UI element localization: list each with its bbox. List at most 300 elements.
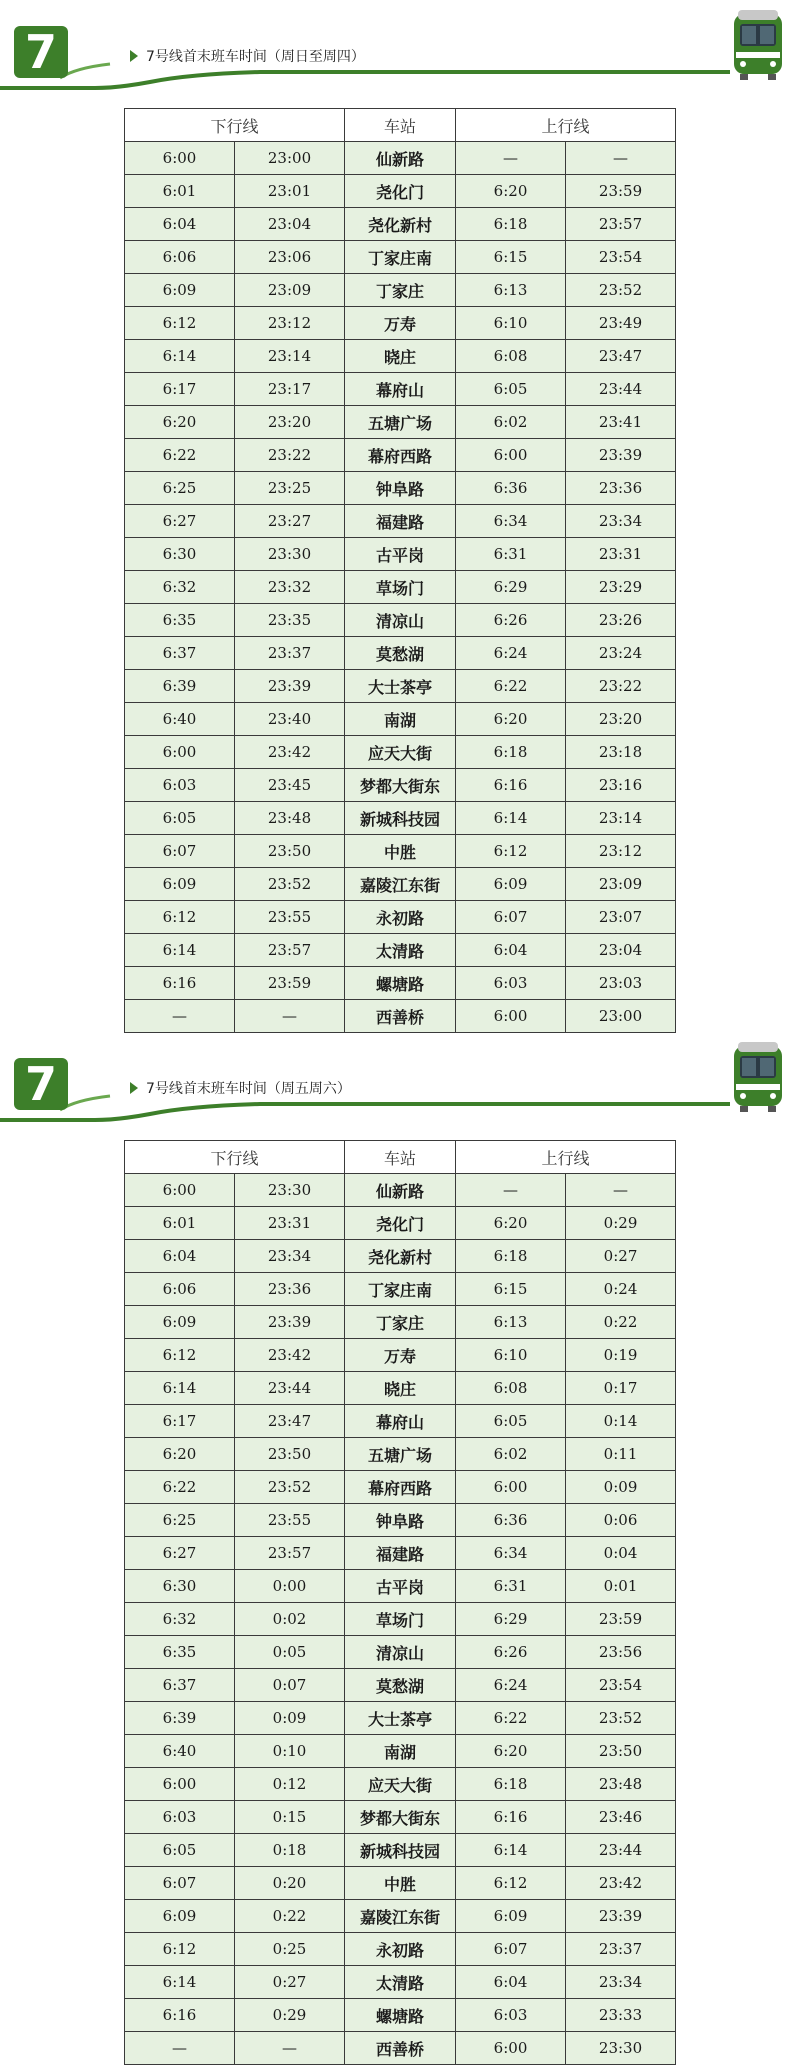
up-last-train: 0:01 [566, 1570, 676, 1603]
down-first-train: 6:09 [125, 1900, 235, 1933]
table-row [125, 340, 676, 373]
up-first-train: 6:16 [456, 769, 566, 802]
schedule-table [124, 1140, 676, 2065]
table-row [125, 901, 676, 934]
up-first-train: 6:07 [456, 901, 566, 934]
section-title-text: 7号线首末班车时间（周五周六） [146, 1081, 351, 1097]
down-last-train: 23:20 [235, 406, 345, 439]
table-row [125, 769, 676, 802]
up-last-train: 23:07 [566, 901, 676, 934]
table-row [125, 1438, 676, 1471]
table-row [125, 1933, 676, 1966]
down-first-train: 6:00 [125, 142, 235, 175]
down-last-train: 0:00 [235, 1570, 345, 1603]
down-last-train: 23:00 [235, 142, 345, 175]
table-row [125, 208, 676, 241]
station-name: 清凉山 [345, 1636, 456, 1669]
station-name: 五塘广场 [345, 1438, 456, 1471]
up-first-train: 6:05 [456, 373, 566, 406]
table-row [125, 1240, 676, 1273]
station-name: 万寿 [345, 1339, 456, 1372]
up-first-train: 6:14 [456, 1834, 566, 1867]
station-name: 幕府山 [345, 373, 456, 406]
station-name: 仙新路 [345, 1174, 456, 1207]
down-last-train: 0:12 [235, 1768, 345, 1801]
down-last-train: 23:25 [235, 472, 345, 505]
down-first-train: 6:40 [125, 1735, 235, 1768]
up-first-train: 6:29 [456, 1603, 566, 1636]
table-row [125, 934, 676, 967]
down-first-train: 6:14 [125, 340, 235, 373]
up-last-train: 23:57 [566, 208, 676, 241]
up-first-train: 6:00 [456, 439, 566, 472]
up-first-train: 6:29 [456, 571, 566, 604]
up-first-train: 6:18 [456, 208, 566, 241]
section-banner [0, 1032, 793, 1122]
down-last-train: 23:50 [235, 1438, 345, 1471]
up-first-train: 6:00 [456, 1471, 566, 1504]
down-first-train: 6:14 [125, 1372, 235, 1405]
up-first-train: 6:34 [456, 1537, 566, 1570]
down-last-train: 23:22 [235, 439, 345, 472]
down-last-train: 23:42 [235, 736, 345, 769]
up-first-train: 6:08 [456, 1372, 566, 1405]
station-name: 莫愁湖 [345, 637, 456, 670]
station-name: 晓庄 [345, 1372, 456, 1405]
up-last-train: 23:59 [566, 175, 676, 208]
down-last-train: 0:15 [235, 1801, 345, 1834]
down-first-train: 6:39 [125, 670, 235, 703]
station-name: 新城科技园 [345, 802, 456, 835]
down-first-train: 6:37 [125, 1669, 235, 1702]
up-first-train: 6:20 [456, 1735, 566, 1768]
table-row [125, 307, 676, 340]
table-row [125, 1801, 676, 1834]
section-title [130, 46, 365, 66]
table-row [125, 274, 676, 307]
down-last-train: 23:59 [235, 967, 345, 1000]
down-first-train: 6:30 [125, 1570, 235, 1603]
down-first-train: 6:14 [125, 934, 235, 967]
down-last-train: 23:50 [235, 835, 345, 868]
table-row [125, 1339, 676, 1372]
down-last-train: 23:32 [235, 571, 345, 604]
up-last-train: 23:52 [566, 274, 676, 307]
station-name: 西善桥 [345, 1000, 456, 1033]
table-row [125, 1570, 676, 1603]
station-name: 南湖 [345, 703, 456, 736]
up-first-train: 6:34 [456, 505, 566, 538]
line-badge: 7 [14, 1058, 68, 1110]
station-name: 大士茶亭 [345, 670, 456, 703]
schedule-body [125, 142, 676, 1033]
down-first-train: 6:20 [125, 1438, 235, 1471]
down-first-train: 6:04 [125, 1240, 235, 1273]
up-first-train: 6:15 [456, 241, 566, 274]
down-first-train: 6:39 [125, 1702, 235, 1735]
table-row [125, 736, 676, 769]
down-first-train: 6:17 [125, 373, 235, 406]
up-first-train: 6:26 [456, 604, 566, 637]
down-last-train: 23:55 [235, 901, 345, 934]
station-name: 应天大街 [345, 1768, 456, 1801]
up-last-train: 23:31 [566, 538, 676, 571]
section-banner [0, 0, 793, 90]
up-first-train: — [456, 1174, 566, 1207]
up-first-train: 6:36 [456, 472, 566, 505]
down-last-train: 23:48 [235, 802, 345, 835]
down-last-train: 23:09 [235, 274, 345, 307]
up-first-train: 6:12 [456, 1867, 566, 1900]
station-name: 古平岗 [345, 538, 456, 571]
station-name: 南湖 [345, 1735, 456, 1768]
station-name: 新城科技园 [345, 1834, 456, 1867]
down-last-train: 23:52 [235, 1471, 345, 1504]
up-last-train: 23:34 [566, 1966, 676, 1999]
down-last-train: 23:37 [235, 637, 345, 670]
up-last-train: 23:49 [566, 307, 676, 340]
table-row [125, 637, 676, 670]
up-last-train: 23:24 [566, 637, 676, 670]
down-last-train: 0:07 [235, 1669, 345, 1702]
down-first-train: 6:05 [125, 1834, 235, 1867]
up-last-train: 23:33 [566, 1999, 676, 2032]
station-name: 丁家庄南 [345, 1273, 456, 1306]
station-name: 永初路 [345, 1933, 456, 1966]
table-row [125, 1999, 676, 2032]
station-name: 丁家庄 [345, 1306, 456, 1339]
down-first-train: 6:01 [125, 1207, 235, 1240]
station-name: 钟阜路 [345, 472, 456, 505]
down-last-train: 0:20 [235, 1867, 345, 1900]
table-row [125, 1900, 676, 1933]
station-name: 中胜 [345, 835, 456, 868]
down-first-train: 6:03 [125, 1801, 235, 1834]
up-last-train: 23:44 [566, 373, 676, 406]
up-first-train: 6:03 [456, 967, 566, 1000]
up-first-train: 6:18 [456, 1240, 566, 1273]
up-last-train: 23:39 [566, 439, 676, 472]
down-first-train: 6:00 [125, 1174, 235, 1207]
up-first-train: 6:20 [456, 1207, 566, 1240]
up-last-train: 0:14 [566, 1405, 676, 1438]
section-title [130, 1078, 351, 1098]
down-first-train: 6:04 [125, 208, 235, 241]
table-row [125, 1504, 676, 1537]
down-last-train: 23:39 [235, 1306, 345, 1339]
station-name: 草场门 [345, 1603, 456, 1636]
down-first-train: 6:12 [125, 1933, 235, 1966]
up-first-train: 6:00 [456, 2032, 566, 2065]
down-last-train: 23:04 [235, 208, 345, 241]
up-last-train: 23:00 [566, 1000, 676, 1033]
table-row [125, 1966, 676, 1999]
up-last-train: 0:09 [566, 1471, 676, 1504]
up-last-train: 0:19 [566, 1339, 676, 1372]
station-name: 五塘广场 [345, 406, 456, 439]
down-first-train: 6:20 [125, 406, 235, 439]
table-row [125, 1867, 676, 1900]
header-up-line: 上行线 [456, 1141, 676, 1174]
up-first-train: 6:16 [456, 1801, 566, 1834]
up-first-train: 6:10 [456, 1339, 566, 1372]
station-name: 中胜 [345, 1867, 456, 1900]
header-down-line: 下行线 [125, 1141, 345, 1174]
table-row [125, 142, 676, 175]
down-last-train: 23:01 [235, 175, 345, 208]
down-first-train: 6:09 [125, 1306, 235, 1339]
down-first-train: 6:09 [125, 868, 235, 901]
table-row [125, 835, 676, 868]
table-row [125, 505, 676, 538]
down-last-train: 23:55 [235, 1504, 345, 1537]
down-first-train: 6:06 [125, 241, 235, 274]
up-last-train: 23:47 [566, 340, 676, 373]
table-row [125, 406, 676, 439]
down-first-train: 6:00 [125, 736, 235, 769]
up-first-train: 6:24 [456, 637, 566, 670]
station-name: 太清路 [345, 934, 456, 967]
up-first-train: 6:12 [456, 835, 566, 868]
station-name: 梦都大街东 [345, 769, 456, 802]
schedule-body [125, 1174, 676, 2065]
station-name: 晓庄 [345, 340, 456, 373]
table-row [125, 538, 676, 571]
table-row [125, 1735, 676, 1768]
station-name: 仙新路 [345, 142, 456, 175]
up-last-train: 0:06 [566, 1504, 676, 1537]
station-name: 大士茶亭 [345, 1702, 456, 1735]
station-name: 钟阜路 [345, 1504, 456, 1537]
up-first-train: 6:15 [456, 1273, 566, 1306]
up-first-train: 6:22 [456, 670, 566, 703]
down-first-train: 6:01 [125, 175, 235, 208]
down-last-train: 23:06 [235, 241, 345, 274]
up-first-train: 6:18 [456, 1768, 566, 1801]
up-last-train: 23:48 [566, 1768, 676, 1801]
down-first-train: 6:22 [125, 1471, 235, 1504]
down-first-train: 6:25 [125, 472, 235, 505]
down-first-train: 6:07 [125, 835, 235, 868]
up-last-train: 23:18 [566, 736, 676, 769]
up-last-train: 23:54 [566, 241, 676, 274]
table-row [125, 670, 676, 703]
station-name: 莫愁湖 [345, 1669, 456, 1702]
up-first-train: 6:03 [456, 1999, 566, 2032]
down-first-train: 6:32 [125, 571, 235, 604]
station-name: 清凉山 [345, 604, 456, 637]
station-name: 螺塘路 [345, 1999, 456, 2032]
down-first-train: 6:07 [125, 1867, 235, 1900]
table-row [125, 604, 676, 637]
up-last-train: 23:30 [566, 2032, 676, 2065]
station-name: 永初路 [345, 901, 456, 934]
arrow-icon [130, 50, 138, 62]
station-name: 西善桥 [345, 2032, 456, 2065]
up-last-train: 23:52 [566, 1702, 676, 1735]
up-last-train: 23:12 [566, 835, 676, 868]
down-last-train: 23:40 [235, 703, 345, 736]
station-name: 尧化新村 [345, 1240, 456, 1273]
down-first-train: 6:32 [125, 1603, 235, 1636]
table-row [125, 1207, 676, 1240]
up-last-train: 23:04 [566, 934, 676, 967]
up-last-train: 23:46 [566, 1801, 676, 1834]
up-first-train: 6:20 [456, 703, 566, 736]
down-first-train: 6:37 [125, 637, 235, 670]
swoosh-decoration [0, 0, 793, 90]
up-last-train: 23:14 [566, 802, 676, 835]
up-first-train: 6:31 [456, 1570, 566, 1603]
up-first-train: 6:13 [456, 274, 566, 307]
up-first-train: 6:36 [456, 1504, 566, 1537]
station-name: 福建路 [345, 505, 456, 538]
up-first-train: 6:10 [456, 307, 566, 340]
down-first-train: 6:17 [125, 1405, 235, 1438]
up-last-train: 0:17 [566, 1372, 676, 1405]
table-row [125, 1273, 676, 1306]
down-first-train: 6:03 [125, 769, 235, 802]
down-last-train: 23:17 [235, 373, 345, 406]
up-last-train: 23:44 [566, 1834, 676, 1867]
header-station: 车站 [345, 1141, 456, 1174]
station-name: 嘉陵江东街 [345, 868, 456, 901]
down-last-train: 23:52 [235, 868, 345, 901]
up-first-train: 6:22 [456, 1702, 566, 1735]
down-last-train: — [235, 1000, 345, 1033]
header-up-line: 上行线 [456, 109, 676, 142]
header-row [125, 109, 676, 142]
up-last-train: 23:36 [566, 472, 676, 505]
up-last-train: 23:42 [566, 1867, 676, 1900]
down-first-train: 6:06 [125, 1273, 235, 1306]
down-last-train: 23:57 [235, 934, 345, 967]
header-down-line: 下行线 [125, 109, 345, 142]
table-row [125, 1768, 676, 1801]
down-last-train: 0:09 [235, 1702, 345, 1735]
header-station: 车站 [345, 109, 456, 142]
table-row [125, 1174, 676, 1207]
up-first-train: 6:08 [456, 340, 566, 373]
up-last-train: 23:03 [566, 967, 676, 1000]
station-name: 丁家庄 [345, 274, 456, 307]
table-row [125, 802, 676, 835]
table-row [125, 439, 676, 472]
down-last-train: — [235, 2032, 345, 2065]
down-first-train: 6:12 [125, 1339, 235, 1372]
down-first-train: 6:16 [125, 1999, 235, 2032]
down-last-train: 0:25 [235, 1933, 345, 1966]
up-first-train: 6:05 [456, 1405, 566, 1438]
table-row [125, 2032, 676, 2065]
down-last-train: 0:10 [235, 1735, 345, 1768]
station-name: 丁家庄南 [345, 241, 456, 274]
table-row [125, 967, 676, 1000]
down-last-train: 0:18 [235, 1834, 345, 1867]
down-last-train: 0:05 [235, 1636, 345, 1669]
schedule-table [124, 108, 676, 1033]
down-first-train: 6:40 [125, 703, 235, 736]
down-first-train: 6:16 [125, 967, 235, 1000]
station-name: 梦都大街东 [345, 1801, 456, 1834]
station-name: 螺塘路 [345, 967, 456, 1000]
up-last-train: 0:29 [566, 1207, 676, 1240]
station-name: 万寿 [345, 307, 456, 340]
down-last-train: 23:30 [235, 538, 345, 571]
up-last-train: — [566, 1174, 676, 1207]
station-name: 幕府山 [345, 1405, 456, 1438]
down-first-train: 6:09 [125, 274, 235, 307]
section-title-text: 7号线首末班车时间（周日至周四） [146, 49, 365, 65]
table-row [125, 1834, 676, 1867]
up-last-train: 0:04 [566, 1537, 676, 1570]
table-row [125, 1372, 676, 1405]
down-first-train: 6:25 [125, 1504, 235, 1537]
down-first-train: 6:12 [125, 307, 235, 340]
table-row [125, 1537, 676, 1570]
down-last-train: 23:42 [235, 1339, 345, 1372]
up-last-train: 23:34 [566, 505, 676, 538]
down-last-train: 23:35 [235, 604, 345, 637]
up-first-train: 6:09 [456, 1900, 566, 1933]
up-last-train: 0:22 [566, 1306, 676, 1339]
up-first-train: 6:00 [456, 1000, 566, 1033]
down-last-train: 0:22 [235, 1900, 345, 1933]
down-first-train: 6:30 [125, 538, 235, 571]
station-name: 福建路 [345, 1537, 456, 1570]
down-first-train: 6:22 [125, 439, 235, 472]
down-first-train: — [125, 2032, 235, 2065]
station-name: 幕府西路 [345, 439, 456, 472]
station-name: 尧化新村 [345, 208, 456, 241]
up-first-train: 6:07 [456, 1933, 566, 1966]
table-row [125, 1603, 676, 1636]
up-first-train: 6:02 [456, 1438, 566, 1471]
station-name: 幕府西路 [345, 1471, 456, 1504]
up-first-train: 6:26 [456, 1636, 566, 1669]
table-row [125, 373, 676, 406]
up-first-train: 6:31 [456, 538, 566, 571]
table-row [125, 1471, 676, 1504]
table-row [125, 1636, 676, 1669]
up-first-train: 6:04 [456, 1966, 566, 1999]
down-last-train: 0:02 [235, 1603, 345, 1636]
up-last-train: 23:50 [566, 1735, 676, 1768]
down-last-train: 23:12 [235, 307, 345, 340]
up-first-train: 6:24 [456, 1669, 566, 1702]
station-name: 嘉陵江东街 [345, 1900, 456, 1933]
station-name: 尧化门 [345, 1207, 456, 1240]
down-first-train: — [125, 1000, 235, 1033]
down-first-train: 6:05 [125, 802, 235, 835]
up-first-train: — [456, 142, 566, 175]
up-last-train: 0:11 [566, 1438, 676, 1471]
up-last-train: 23:41 [566, 406, 676, 439]
down-last-train: 23:14 [235, 340, 345, 373]
up-last-train: 23:09 [566, 868, 676, 901]
station-name: 古平岗 [345, 1570, 456, 1603]
table-row [125, 868, 676, 901]
down-last-train: 23:27 [235, 505, 345, 538]
down-first-train: 6:35 [125, 1636, 235, 1669]
arrow-icon [130, 1082, 138, 1094]
down-last-train: 23:39 [235, 670, 345, 703]
station-name: 太清路 [345, 1966, 456, 1999]
up-last-train: 23:16 [566, 769, 676, 802]
up-last-train: 0:27 [566, 1240, 676, 1273]
table-row [125, 472, 676, 505]
table-row [125, 1405, 676, 1438]
